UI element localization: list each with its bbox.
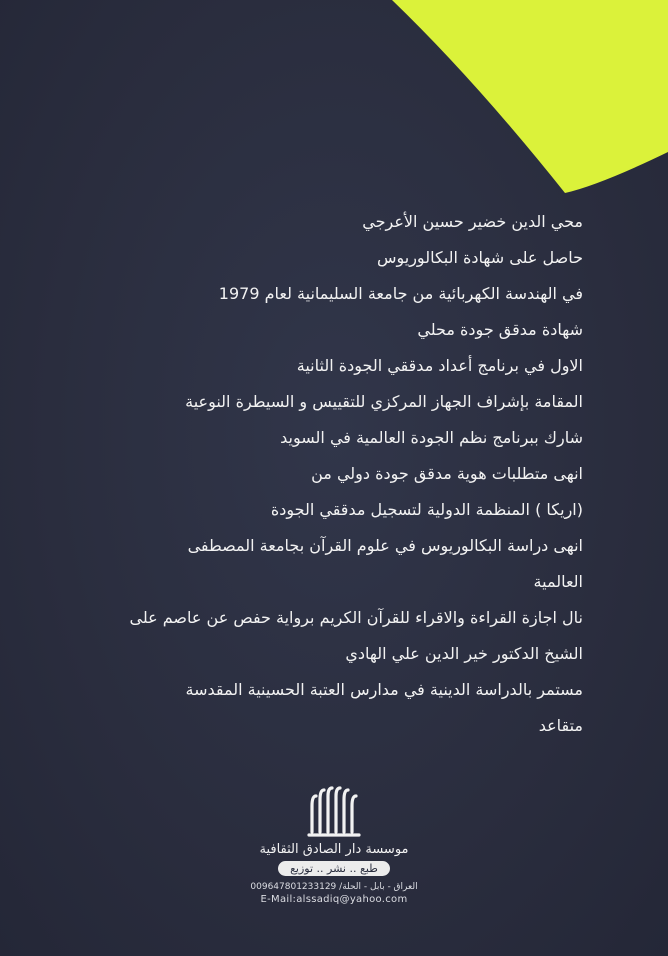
bio-line: الشيخ الدكتور خير الدين علي الهادي — [345, 644, 583, 663]
bio-line: مستمر بالدراسة الدينية في مدارس العتبة الحسينية المقدسة — [185, 680, 583, 699]
publisher-tagline: طبع .. نشر .. توزيع — [278, 861, 390, 876]
bio-line: متقاعد — [538, 716, 583, 735]
publisher-name: موسسة دار الصادق الثقافية — [259, 842, 409, 857]
bio-line: الاول في برنامج أعداد مدققي الجودة الثانية — [296, 356, 583, 375]
publisher-logo-icon — [306, 786, 362, 838]
bio-line: انهى متطلبات هوية مدقق جودة دولي من — [311, 464, 583, 483]
bio-line: حاصل على شهادة البكالوريوس — [376, 248, 583, 267]
bio-line: شهادة مدقق جودة محلي — [417, 320, 583, 339]
author-bio — [113, 204, 583, 744]
bio-line-name: محي الدين خضير حسين الأعرجي — [362, 212, 583, 231]
bio-line: في الهندسة الكهربائية من جامعة السليمانية لعام 1979 — [218, 284, 583, 303]
bio-line: نال اجازة القراءة والاقراء للقرآن الكريم برواية حفص عن عاصم على — [129, 608, 583, 627]
bio-line: المقامة بإشراف الجهاز المركزي للتقييس و السيطرة النوعية — [185, 392, 583, 411]
publisher-email: E-Mail:alssadiq@yahoo.com — [260, 894, 408, 905]
bio-line: انهى دراسة البكالوريوس في علوم القرآن بجامعة المصطفى — [187, 536, 583, 555]
publisher-block — [234, 786, 434, 905]
bio-line: شارك ببرنامج نظم الجودة العالمية في السويد — [280, 428, 583, 447]
bio-line: العالمية — [533, 572, 583, 591]
bio-line: (اريكا ) المنظمة الدولية لتسجيل مدققي الجودة — [270, 500, 583, 519]
publisher-contact: العراق - بابل - الحلة/ 009647801233129 — [250, 882, 418, 892]
